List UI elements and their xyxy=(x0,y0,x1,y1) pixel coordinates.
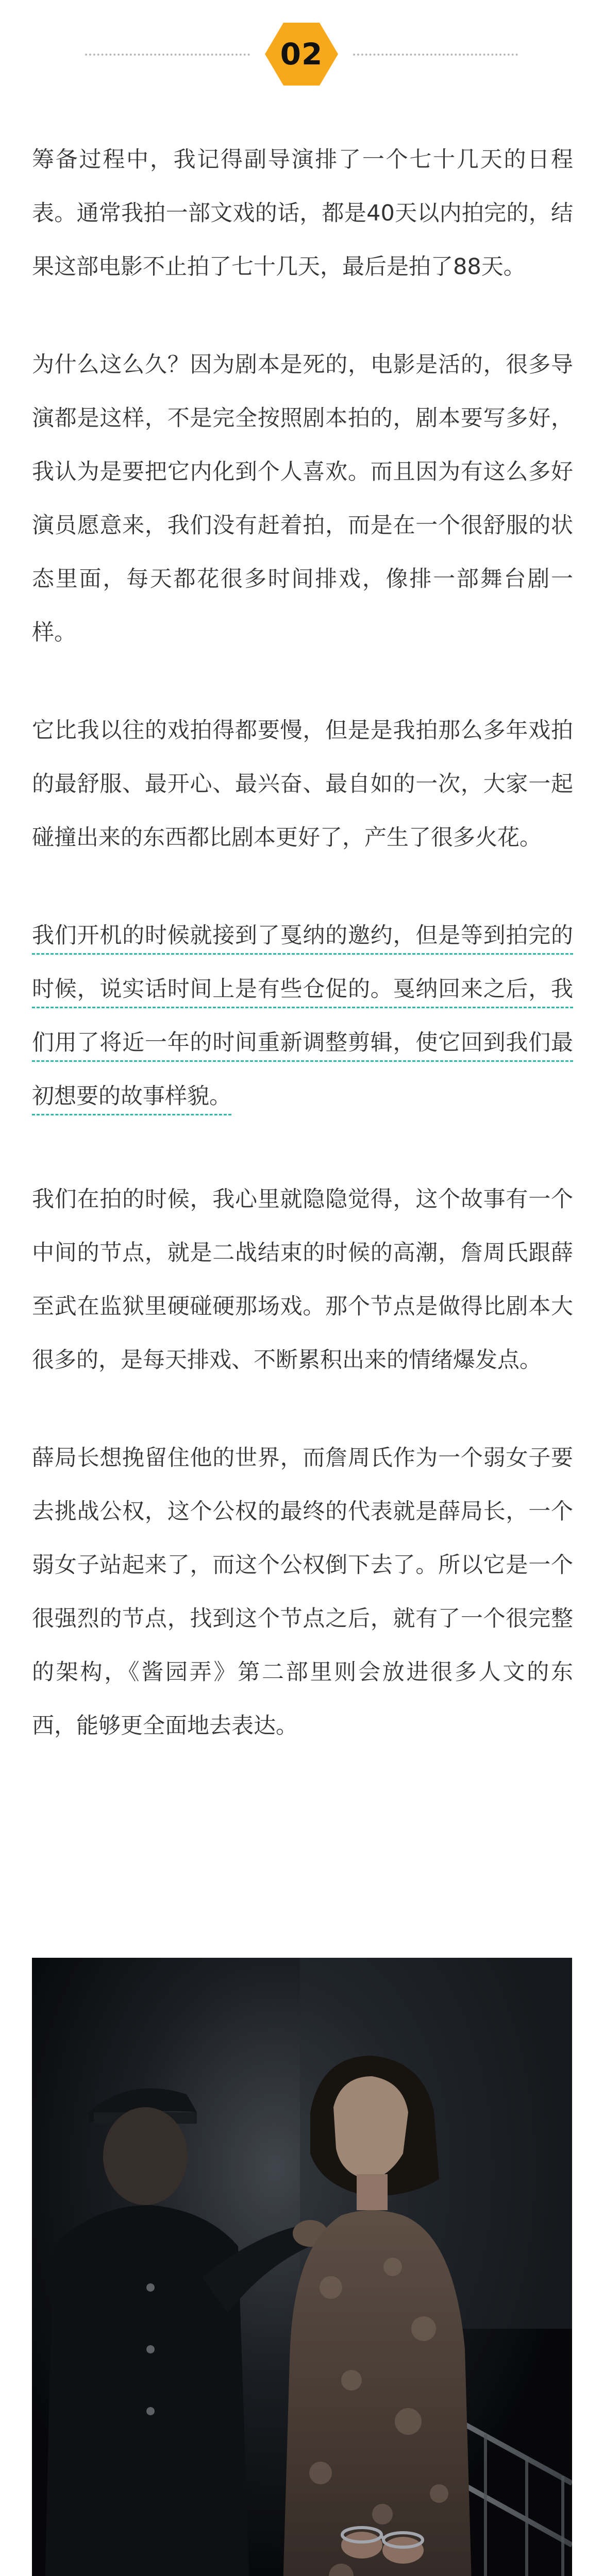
header-divider-right xyxy=(353,54,518,56)
paragraph: 薛局长想挽留住他的世界，而詹周氏作为一个弱女子要去挑战公权，这个公权的最终的代表就是薛局长，一个弱女子站起来了，而这个公权倒下去了。所以它是一个很强烈的节点，找到这个节点之后，就有了一个很完整的架构，《酱园弄》第二部里则会放进很多人文的东西，能够更全面地去表达。 xyxy=(32,1445,573,1739)
highlighted-paragraph xyxy=(32,909,573,1123)
paragraph: 为什么这么久？因为剧本是死的，电影是活的，很多导演都是这样，不是完全按照剧本拍的，剧本要写多好，我认为是要把它内化到个人喜欢。而且因为有这么多好演员愿意来，我们没有赶着拍，而是在一个很舒服的状态里面，每天都花很多时间排戏，像排一部舞台剧一样。 xyxy=(32,352,573,646)
section-header xyxy=(0,21,603,88)
paragraph: 我们在拍的时候，我心里就隐隐觉得，这个故事有一个中间的节点，就是二战结束的时候的高潮，詹周氏跟薛至武在监狱里硬碰硬那场戏。那个节点是做得比剧本大很多的，是每天排戏、不断累积出来的情绪爆发点。 xyxy=(32,1187,573,1373)
article-body xyxy=(32,133,573,1797)
film-still-illustration xyxy=(32,1958,572,2576)
section-number-badge xyxy=(263,21,340,88)
paragraph: 它比我以往的戏拍得都要慢，但是是我拍那么多年戏拍的最舒服、最开心、最兴奋、最自如的一次，大家一起碰撞出来的东西都比剧本更好了，产生了很多火花。 xyxy=(32,718,573,851)
section-number: 02 xyxy=(280,37,323,72)
film-still-image xyxy=(32,1958,572,2576)
header-divider-left xyxy=(85,54,250,56)
highlighted-text: 我们开机的时候就接到了戛纳的邀约，但是等到拍完的时候，说实话时间上是有些仓促的。戛纳回来之后，我们用了将近一年的时间重新调整剪辑，使它回到我们最初想要的故事样貌。 xyxy=(32,923,573,1109)
paragraph: 筹备过程中，我记得副导演排了一个七十几天的日程表。通常我拍一部文戏的话，都是40天以内拍完的，结果这部电影不止拍了七十几天，最后是拍了88天。 xyxy=(32,147,573,280)
